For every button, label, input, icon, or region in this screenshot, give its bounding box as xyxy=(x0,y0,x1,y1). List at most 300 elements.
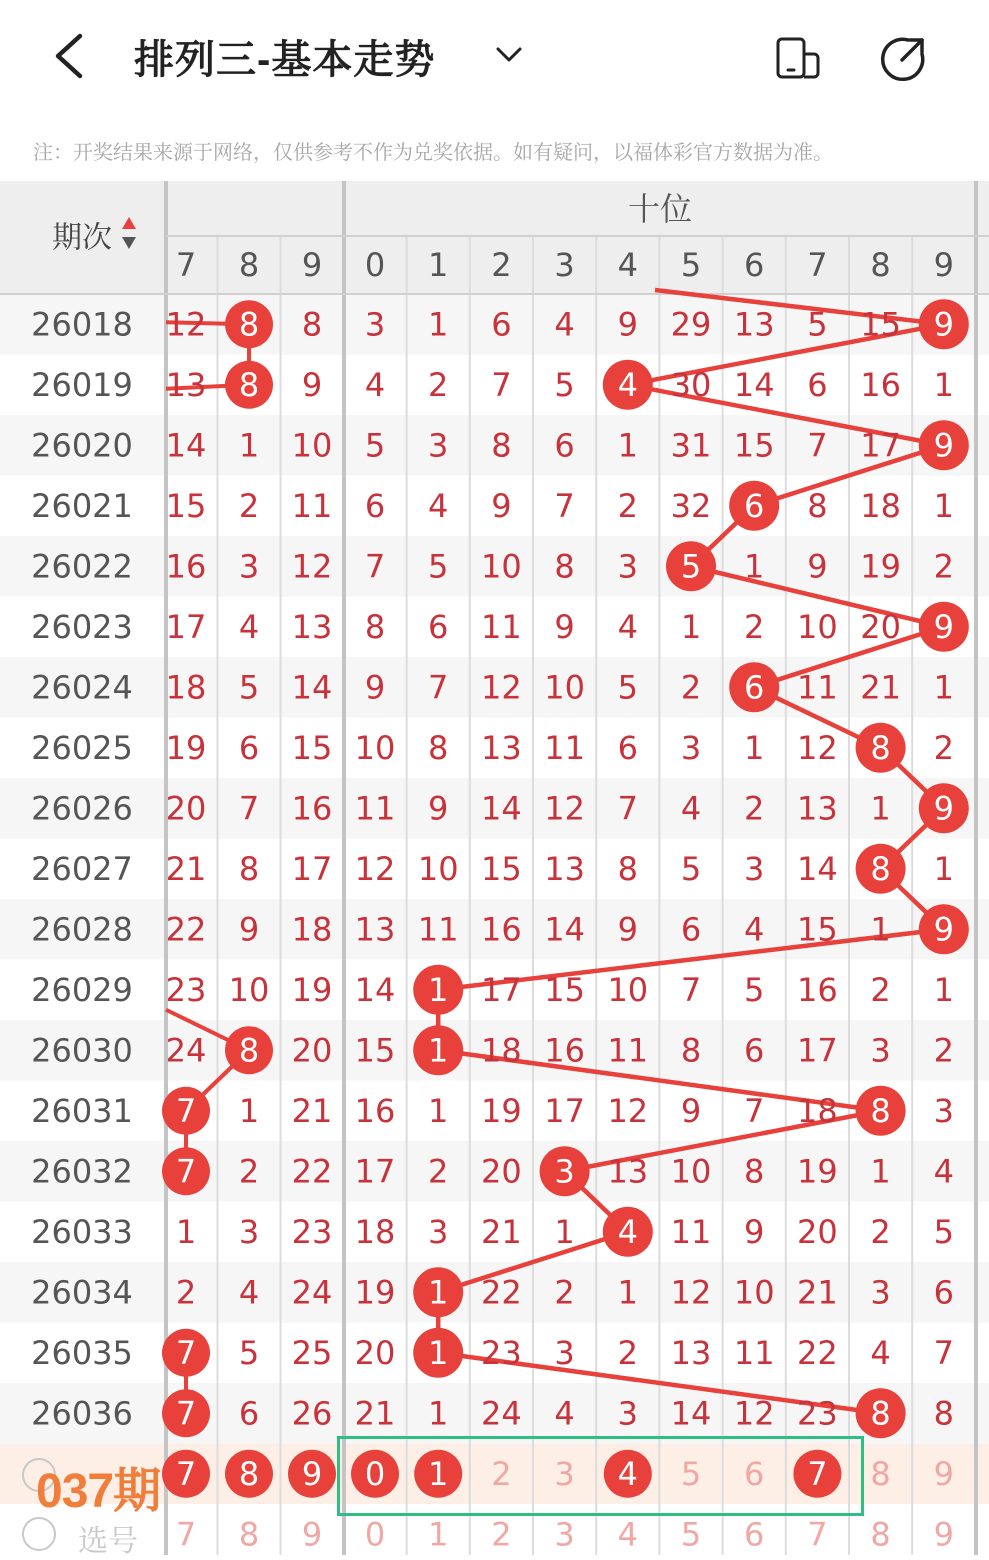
select-radio[interactable] xyxy=(22,1517,56,1551)
miss-count: 1 xyxy=(238,1091,260,1130)
miss-count: 9 xyxy=(428,789,449,828)
miss-count: 6 xyxy=(554,426,575,465)
miss-count: 2 xyxy=(617,486,638,525)
hit-number: 8 xyxy=(870,728,891,767)
period-cell: 26030 xyxy=(31,1031,133,1070)
miss-count: 10 xyxy=(733,1273,775,1312)
miss-count: 5 xyxy=(933,1212,954,1251)
trend-grid xyxy=(0,181,989,1555)
miss-count: 20 xyxy=(860,607,901,646)
miss-count: 29 xyxy=(670,305,712,344)
miss-count: 10 xyxy=(607,970,649,1009)
miss-count: 16 xyxy=(165,547,207,586)
miss-count: 7 xyxy=(364,547,386,586)
miss-count: 9 xyxy=(617,910,638,949)
miss-count: 3 xyxy=(870,1273,891,1312)
miss-count: 6 xyxy=(617,728,638,767)
predict-number: 9 xyxy=(301,1454,323,1493)
miss-count: 8 xyxy=(554,547,575,586)
period-cell: 26029 xyxy=(31,970,133,1009)
miss-count: 12 xyxy=(354,849,396,888)
miss-count: 8 xyxy=(491,426,512,465)
miss-count: 1 xyxy=(554,1212,575,1251)
miss-count: 4 xyxy=(238,607,260,646)
back-arrow-icon[interactable] xyxy=(48,32,92,80)
miss-count: 12 xyxy=(544,789,585,828)
miss-count: 14 xyxy=(165,426,207,465)
hit-number: 7 xyxy=(175,1333,197,1372)
miss-count: 15 xyxy=(733,426,775,465)
select-number: 5 xyxy=(680,1515,702,1554)
miss-count: 5 xyxy=(364,426,386,465)
period-cell: 26018 xyxy=(31,305,133,344)
miss-count: 6 xyxy=(238,1394,260,1433)
miss-count: 20 xyxy=(797,1212,838,1251)
col-header: 9 xyxy=(933,246,954,284)
col-header: 3 xyxy=(554,246,575,284)
miss-count: 1 xyxy=(680,607,702,646)
miss-count: 4 xyxy=(617,607,638,646)
hit-number: 4 xyxy=(617,365,638,404)
miss-count: 19 xyxy=(354,1273,396,1312)
col-header: 8 xyxy=(870,246,891,284)
hit-number: 8 xyxy=(870,1091,891,1130)
miss-count: 10 xyxy=(544,668,585,707)
miss-count: 9 xyxy=(744,1212,765,1251)
period-cell: 26035 xyxy=(31,1333,133,1372)
miss-count: 11 xyxy=(291,486,333,525)
miss-count: 1 xyxy=(175,1212,197,1251)
miss-count: 8 xyxy=(807,486,828,525)
miss-count: 14 xyxy=(481,789,522,828)
miss-count: 15 xyxy=(291,728,333,767)
miss-count: 13 xyxy=(544,849,585,888)
miss-count: 4 xyxy=(238,1273,260,1312)
miss-count: 1 xyxy=(933,365,954,404)
miss-count: 17 xyxy=(860,426,901,465)
miss-count: 5 xyxy=(238,1333,260,1372)
miss-count: 19 xyxy=(481,1091,522,1130)
miss-count: 14 xyxy=(291,668,333,707)
hit-number: 8 xyxy=(238,305,260,344)
miss-count: 1 xyxy=(428,1394,449,1433)
hit-number: 9 xyxy=(933,910,954,949)
col-header: 9 xyxy=(301,246,323,284)
miss-count: 2 xyxy=(933,728,954,767)
miss-count: 8 xyxy=(428,728,449,767)
select-number: 8 xyxy=(238,1515,260,1554)
miss-count: 3 xyxy=(238,1212,260,1251)
miss-count: 3 xyxy=(554,1333,575,1372)
miss-count: 2 xyxy=(744,789,765,828)
period-header: 期次 xyxy=(52,221,112,255)
col-header: 7 xyxy=(807,246,828,284)
hit-number: 9 xyxy=(933,426,954,465)
miss-count: 7 xyxy=(807,426,828,465)
miss-count: 30 xyxy=(670,365,712,404)
col-header: 0 xyxy=(364,246,386,284)
miss-count: 20 xyxy=(291,1031,333,1070)
miss-count: 13 xyxy=(733,305,775,344)
miss-count: 7 xyxy=(744,1091,765,1130)
hit-number: 1 xyxy=(428,1333,449,1372)
miss-count: 8 xyxy=(680,1031,702,1070)
miss-count: 21 xyxy=(797,1273,838,1312)
miss-count: 5 xyxy=(680,849,702,888)
miss-count: 6 xyxy=(933,1273,954,1312)
miss-count: 23 xyxy=(291,1212,333,1251)
miss-count: 15 xyxy=(860,305,901,344)
predict-number: 8 xyxy=(238,1454,260,1493)
miss-count: 26 xyxy=(291,1394,333,1433)
period-cell: 26022 xyxy=(31,547,133,586)
miss-count: 12 xyxy=(797,728,838,767)
hit-number: 8 xyxy=(238,1031,260,1070)
miss-count: 13 xyxy=(670,1333,712,1372)
miss-count: 5 xyxy=(238,668,260,707)
miss-count: 20 xyxy=(354,1333,396,1372)
period-cell: 26032 xyxy=(31,1152,133,1191)
miss-count: 2 xyxy=(238,1152,260,1191)
col-header: 6 xyxy=(744,246,765,284)
miss-count: 15 xyxy=(354,1031,396,1070)
hit-number: 7 xyxy=(175,1152,197,1191)
miss-count: 6 xyxy=(491,305,512,344)
miss-count: 21 xyxy=(165,849,207,888)
trend-chart[interactable] xyxy=(0,181,989,1555)
disclaimer-notice: 注：开奖结果来源于网络，仅供参考不作为兑奖依据。如有疑问，以福体彩官方数据为准。 xyxy=(33,142,833,164)
miss-count: 22 xyxy=(797,1333,838,1372)
miss-count: 18 xyxy=(481,1031,522,1070)
miss-count: 14 xyxy=(354,970,396,1009)
miss-count: 18 xyxy=(797,1091,838,1130)
miss-count: 9 xyxy=(301,365,323,404)
hit-number: 8 xyxy=(870,1394,891,1433)
hit-number: 1 xyxy=(428,1031,449,1070)
hit-number: 1 xyxy=(428,970,449,1009)
period-cell: 26031 xyxy=(31,1091,133,1130)
miss-count: 5 xyxy=(428,547,449,586)
predict-number: 2 xyxy=(491,1454,512,1493)
miss-count: 6 xyxy=(364,486,386,525)
miss-count: 16 xyxy=(860,365,901,404)
miss-count: 3 xyxy=(617,1394,638,1433)
period-cell: 26021 xyxy=(31,486,133,525)
predict-number: 3 xyxy=(554,1454,575,1493)
miss-count: 14 xyxy=(544,910,585,949)
miss-count: 3 xyxy=(870,1031,891,1070)
miss-count: 32 xyxy=(670,486,712,525)
miss-count: 1 xyxy=(933,849,954,888)
miss-count: 13 xyxy=(607,1152,649,1191)
miss-count: 10 xyxy=(417,849,459,888)
miss-count: 8 xyxy=(364,607,386,646)
miss-count: 3 xyxy=(428,1212,449,1251)
miss-count: 25 xyxy=(291,1333,333,1372)
miss-count: 1 xyxy=(617,426,638,465)
miss-count: 20 xyxy=(165,789,207,828)
predict-number: 5 xyxy=(680,1454,702,1493)
miss-count: 1 xyxy=(933,970,954,1009)
miss-count: 10 xyxy=(797,607,838,646)
miss-count: 1 xyxy=(744,547,765,586)
miss-count: 1 xyxy=(870,789,891,828)
miss-count: 23 xyxy=(481,1333,522,1372)
miss-count: 16 xyxy=(291,789,333,828)
hit-number: 7 xyxy=(175,1091,197,1130)
miss-count: 16 xyxy=(797,970,838,1009)
miss-count: 11 xyxy=(607,1031,649,1070)
miss-count: 24 xyxy=(291,1273,333,1312)
miss-count: 12 xyxy=(607,1091,649,1130)
miss-count: 7 xyxy=(238,789,260,828)
miss-count: 17 xyxy=(291,849,333,888)
miss-count: 16 xyxy=(544,1031,585,1070)
miss-count: 4 xyxy=(554,1394,575,1433)
miss-count: 10 xyxy=(481,547,522,586)
top-bar xyxy=(0,0,989,164)
period-cell: 26028 xyxy=(31,910,133,949)
rotate-screen-icon[interactable] xyxy=(774,36,822,80)
miss-count: 2 xyxy=(428,365,449,404)
miss-count: 17 xyxy=(544,1091,585,1130)
predict-number: 7 xyxy=(175,1454,197,1493)
select-number: 1 xyxy=(428,1515,449,1554)
miss-count: 1 xyxy=(238,426,260,465)
miss-count: 9 xyxy=(364,668,386,707)
period-cell: 26024 xyxy=(31,668,133,707)
miss-count: 10 xyxy=(670,1152,712,1191)
miss-count: 11 xyxy=(797,668,838,707)
miss-count: 1 xyxy=(870,1152,891,1191)
miss-count: 9 xyxy=(554,607,575,646)
select-number: 9 xyxy=(933,1515,954,1554)
miss-count: 12 xyxy=(291,547,333,586)
miss-count: 8 xyxy=(933,1394,954,1433)
miss-count: 2 xyxy=(870,970,891,1009)
miss-count: 7 xyxy=(617,789,638,828)
hit-number: 8 xyxy=(238,365,260,404)
miss-count: 23 xyxy=(797,1394,838,1433)
miss-count: 7 xyxy=(554,486,575,525)
miss-count: 19 xyxy=(797,1152,838,1191)
predict-number: 6 xyxy=(744,1454,765,1493)
miss-count: 11 xyxy=(354,789,396,828)
period-cell: 26019 xyxy=(31,365,133,404)
miss-count: 8 xyxy=(744,1152,765,1191)
select-number: 3 xyxy=(554,1515,575,1554)
miss-count: 11 xyxy=(544,728,585,767)
period-cell: 26027 xyxy=(31,849,133,888)
miss-count: 6 xyxy=(744,1031,765,1070)
predict-number: 1 xyxy=(428,1454,449,1493)
miss-count: 12 xyxy=(670,1273,712,1312)
period-cell: 26034 xyxy=(31,1273,133,1312)
miss-count: 2 xyxy=(238,486,260,525)
miss-count: 2 xyxy=(175,1273,197,1312)
miss-count: 1 xyxy=(428,305,449,344)
miss-count: 2 xyxy=(744,607,765,646)
predict-number: 8 xyxy=(870,1454,891,1493)
period-cell: 26036 xyxy=(31,1394,133,1433)
miss-count: 16 xyxy=(354,1091,396,1130)
miss-count: 6 xyxy=(238,728,260,767)
select-number: 8 xyxy=(870,1515,891,1554)
miss-count: 12 xyxy=(165,305,207,344)
page-title: 排列三-基本走势 xyxy=(134,38,436,82)
hit-number: 6 xyxy=(744,486,765,525)
select-number: 4 xyxy=(617,1515,638,1554)
share-icon[interactable] xyxy=(880,34,928,82)
miss-count: 7 xyxy=(680,970,702,1009)
next-period-label: 037期 xyxy=(36,1465,161,1518)
miss-count: 18 xyxy=(291,910,333,949)
period-cell: 26020 xyxy=(31,426,133,465)
select-number: 6 xyxy=(744,1515,765,1554)
miss-count: 3 xyxy=(744,849,765,888)
miss-count: 9 xyxy=(238,910,260,949)
miss-count: 1 xyxy=(870,910,891,949)
miss-count: 21 xyxy=(354,1394,396,1433)
select-number: 0 xyxy=(364,1515,386,1554)
miss-count: 12 xyxy=(733,1394,775,1433)
period-cell: 26025 xyxy=(31,728,133,767)
chevron-down-icon[interactable] xyxy=(494,42,524,68)
col-header: 1 xyxy=(428,246,449,284)
hit-number: 6 xyxy=(744,668,765,707)
miss-count: 17 xyxy=(481,970,522,1009)
hit-number: 8 xyxy=(870,849,891,888)
miss-count: 18 xyxy=(165,668,207,707)
miss-count: 10 xyxy=(291,426,333,465)
miss-count: 16 xyxy=(481,910,522,949)
predict-number: 4 xyxy=(617,1454,638,1493)
predict-number: 0 xyxy=(364,1454,386,1493)
miss-count: 11 xyxy=(417,910,459,949)
miss-count: 9 xyxy=(807,547,828,586)
miss-count: 15 xyxy=(797,910,838,949)
miss-count: 9 xyxy=(617,305,638,344)
hit-number: 4 xyxy=(617,1212,638,1251)
miss-count: 8 xyxy=(301,305,323,344)
predict-number: 9 xyxy=(933,1454,954,1493)
select-number: 2 xyxy=(491,1515,512,1554)
miss-count: 4 xyxy=(680,789,702,828)
miss-count: 21 xyxy=(291,1091,333,1130)
hit-number: 9 xyxy=(933,305,954,344)
miss-count: 2 xyxy=(933,1031,954,1070)
miss-count: 24 xyxy=(481,1394,522,1433)
miss-count: 22 xyxy=(165,910,207,949)
hit-number: 1 xyxy=(428,1273,449,1312)
miss-count: 3 xyxy=(238,547,260,586)
miss-count: 10 xyxy=(354,728,396,767)
miss-count: 4 xyxy=(428,486,449,525)
miss-count: 2 xyxy=(428,1152,449,1191)
miss-count: 9 xyxy=(680,1091,702,1130)
miss-count: 1 xyxy=(933,668,954,707)
col-header: 2 xyxy=(491,246,512,284)
col-header: 4 xyxy=(617,246,638,284)
miss-count: 13 xyxy=(165,365,207,404)
miss-count: 6 xyxy=(807,365,828,404)
miss-count: 1 xyxy=(617,1273,638,1312)
miss-count: 20 xyxy=(481,1152,522,1191)
miss-count: 15 xyxy=(544,970,585,1009)
miss-count: 22 xyxy=(481,1273,522,1312)
select-label[interactable]: 选号 xyxy=(78,1525,138,1558)
miss-count: 1 xyxy=(428,1091,449,1130)
hit-number: 7 xyxy=(175,1394,197,1433)
predict-number: 7 xyxy=(807,1454,828,1493)
miss-count: 11 xyxy=(670,1212,712,1251)
miss-count: 11 xyxy=(481,607,522,646)
miss-count: 8 xyxy=(617,849,638,888)
miss-count: 31 xyxy=(670,426,712,465)
miss-count: 1 xyxy=(933,486,954,525)
miss-count: 13 xyxy=(354,910,396,949)
miss-count: 23 xyxy=(165,970,207,1009)
miss-count: 11 xyxy=(733,1333,775,1372)
miss-count: 5 xyxy=(744,970,765,1009)
miss-count: 6 xyxy=(680,910,702,949)
miss-count: 2 xyxy=(933,547,954,586)
col-header: 7 xyxy=(175,246,197,284)
hit-number: 9 xyxy=(933,789,954,828)
miss-count: 13 xyxy=(291,607,333,646)
miss-count: 6 xyxy=(428,607,449,646)
miss-count: 24 xyxy=(165,1031,207,1070)
miss-count: 5 xyxy=(807,305,828,344)
miss-count: 14 xyxy=(733,365,775,404)
miss-count: 2 xyxy=(680,668,702,707)
miss-count: 3 xyxy=(933,1091,954,1130)
miss-count: 14 xyxy=(670,1394,712,1433)
miss-count: 4 xyxy=(554,305,575,344)
miss-count: 9 xyxy=(491,486,512,525)
miss-count: 17 xyxy=(354,1152,396,1191)
hit-number: 3 xyxy=(554,1152,575,1191)
miss-count: 18 xyxy=(860,486,901,525)
miss-count: 19 xyxy=(860,547,901,586)
miss-count: 17 xyxy=(797,1031,838,1070)
miss-count: 1 xyxy=(744,728,765,767)
miss-count: 12 xyxy=(481,668,522,707)
miss-count: 4 xyxy=(933,1152,954,1191)
miss-count: 7 xyxy=(491,365,512,404)
miss-count: 15 xyxy=(481,849,522,888)
miss-count: 8 xyxy=(238,849,260,888)
miss-count: 2 xyxy=(617,1333,638,1372)
miss-count: 22 xyxy=(291,1152,333,1191)
miss-count: 3 xyxy=(680,728,702,767)
period-cell: 26026 xyxy=(31,789,133,828)
miss-count: 5 xyxy=(554,365,575,404)
miss-count: 7 xyxy=(933,1333,954,1372)
miss-count: 10 xyxy=(228,970,270,1009)
miss-count: 19 xyxy=(291,970,333,1009)
miss-count: 14 xyxy=(797,849,838,888)
tens-section-label: 十位 xyxy=(627,191,693,227)
miss-count: 18 xyxy=(354,1212,396,1251)
miss-count: 5 xyxy=(617,668,638,707)
miss-count: 21 xyxy=(860,668,901,707)
col-header: 5 xyxy=(680,246,702,284)
miss-count: 2 xyxy=(554,1273,575,1312)
select-number: 7 xyxy=(807,1515,828,1554)
miss-count: 19 xyxy=(165,728,207,767)
miss-count: 7 xyxy=(428,668,449,707)
